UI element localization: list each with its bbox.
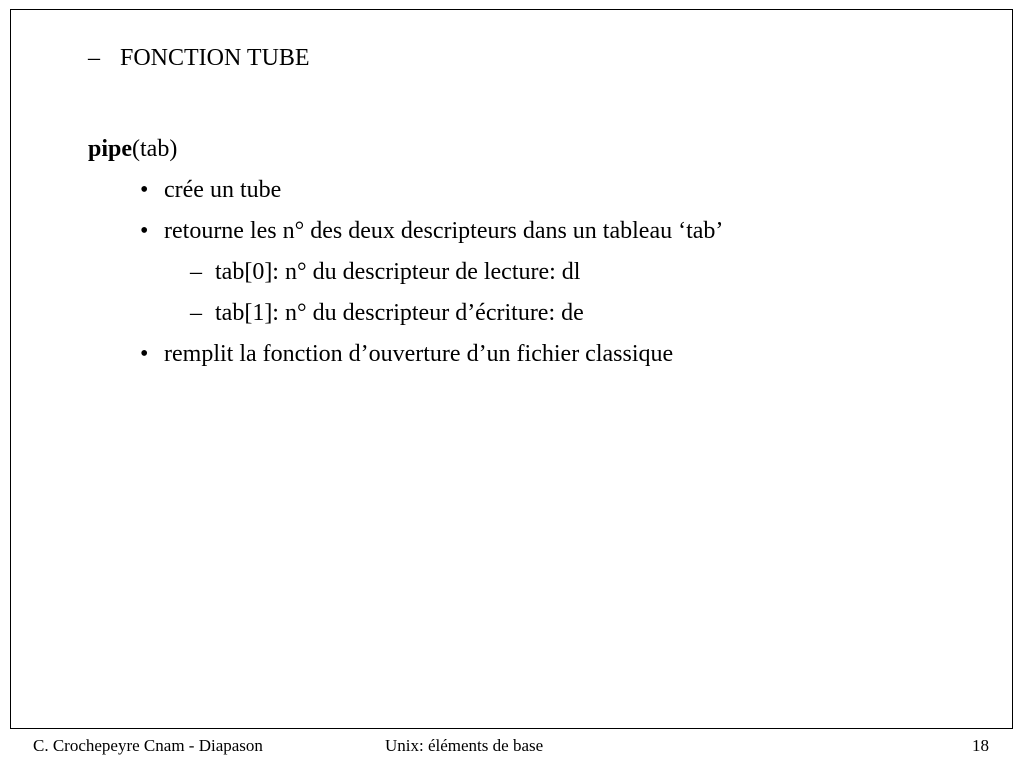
bullet-item-returns-descriptors: retourne les n° des deux descripteurs dans un tableau ‘tab’ [164, 218, 724, 244]
sub-bullet-marker: – [190, 300, 202, 326]
footer-course-title: Unix: éléments de base [385, 736, 544, 755]
sub-bullet-marker: – [190, 259, 202, 285]
bullet-marker: • [140, 341, 149, 367]
function-signature [88, 135, 177, 163]
footer-author: C. Crochepeyre Cnam - Diapason [33, 736, 263, 755]
footer-page-number: 18 [972, 736, 989, 755]
sub-bullet-write-descriptor: tab[1]: n° du descripteur d’écriture: de [215, 300, 584, 326]
slide-heading: FONCTION TUBE [120, 45, 310, 71]
bullet-marker: • [140, 218, 149, 244]
function-args: (tab) [132, 136, 178, 162]
slide-border [10, 9, 1013, 729]
function-name: pipe [88, 136, 133, 162]
heading-dash: – [88, 45, 100, 71]
sub-bullet-read-descriptor: tab[0]: n° du descripteur de lecture: dl [215, 259, 581, 285]
bullet-item-fills-open-function: remplit la fonction d’ouverture d’un fichier classique [164, 341, 674, 367]
bullet-item-creates-pipe: crée un tube [164, 177, 282, 203]
bullet-marker: • [140, 177, 149, 203]
